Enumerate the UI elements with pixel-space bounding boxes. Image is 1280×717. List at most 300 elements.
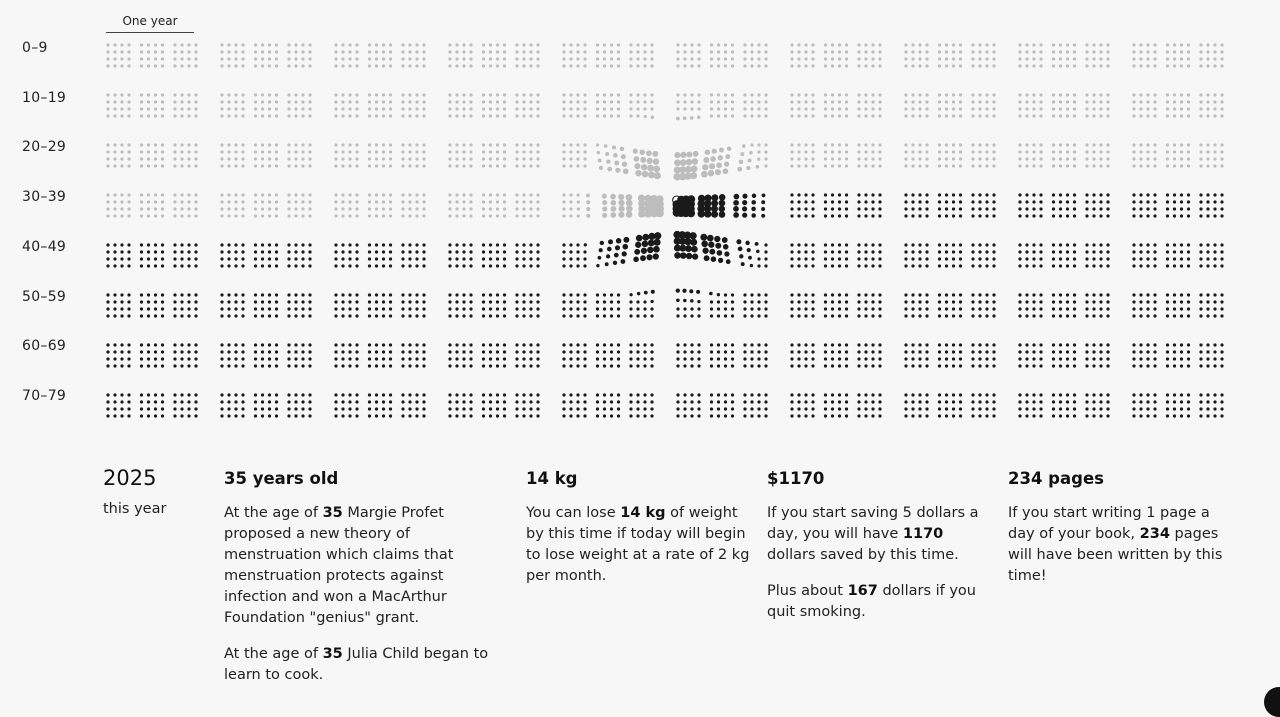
week-dot (173, 257, 176, 260)
week-dot (389, 250, 392, 253)
week-dot (113, 114, 116, 117)
week-dot (220, 414, 223, 417)
week-dot (639, 149, 645, 155)
week-dot (959, 243, 962, 246)
week-dot (1213, 214, 1216, 217)
week-dot (1099, 207, 1102, 210)
week-dot (448, 107, 451, 110)
week-dot (743, 407, 746, 410)
week-dot (180, 93, 183, 96)
week-dot (106, 157, 109, 160)
week-dot (1213, 164, 1216, 167)
week-dot (1018, 264, 1021, 267)
week-dot (985, 100, 988, 103)
week-dot (878, 107, 881, 110)
week-dot (562, 314, 565, 317)
week-dot (1092, 357, 1095, 360)
week-dot (1059, 414, 1062, 417)
week-dot (173, 200, 176, 203)
week-dot (489, 100, 492, 103)
week-dot (610, 307, 613, 310)
week-dot (301, 200, 304, 203)
week-dot (275, 407, 278, 410)
week-dot (241, 143, 244, 146)
week-dot (616, 238, 621, 243)
week-dot (1039, 250, 1042, 253)
week-dot (838, 257, 841, 260)
week-dot (938, 100, 941, 103)
week-dot (113, 57, 116, 60)
week-dot (294, 157, 297, 160)
week-dot (308, 400, 311, 403)
week-dot (294, 64, 297, 67)
week-dot (275, 57, 278, 60)
week-dot (1199, 43, 1202, 46)
week-dot (161, 414, 164, 417)
week-dot (536, 200, 539, 203)
week-dot (1199, 107, 1202, 110)
week-dot (633, 149, 638, 154)
week-dot (845, 157, 848, 160)
week-dot (106, 207, 109, 210)
week-dot (978, 407, 981, 410)
week-dot (938, 357, 941, 360)
week-dot (180, 150, 183, 153)
week-dot (629, 100, 632, 103)
week-dot (1199, 350, 1202, 353)
week-dot (415, 193, 418, 196)
week-dot (294, 343, 297, 346)
week-dot (140, 64, 143, 67)
week-dot (652, 151, 658, 157)
week-dot (482, 157, 485, 160)
week-dot (750, 357, 753, 360)
week-dot (368, 407, 371, 410)
week-dot (1032, 307, 1035, 310)
week-dot (261, 264, 264, 267)
week-dot (1173, 250, 1176, 253)
week-dot (482, 200, 485, 203)
week-dot (1199, 364, 1202, 367)
week-dot (978, 164, 981, 167)
week-dot (845, 243, 848, 246)
week-dot (824, 143, 827, 146)
week-dot (633, 257, 639, 263)
week-dot (194, 64, 197, 67)
week-dot (723, 244, 729, 250)
week-dot (952, 257, 955, 260)
week-dot (719, 206, 726, 213)
week-dot (489, 357, 492, 360)
week-dot (341, 307, 344, 310)
week-dot (241, 307, 244, 310)
week-dot (187, 300, 190, 303)
week-dot (938, 414, 941, 417)
week-dot (971, 114, 974, 117)
week-dot (154, 243, 157, 246)
week-dot (401, 400, 404, 403)
week-dot (864, 243, 867, 246)
week-dot (522, 300, 525, 303)
week-dot (717, 293, 720, 296)
week-dot (1173, 407, 1176, 410)
week-dot (945, 64, 948, 67)
week-dot (804, 57, 807, 60)
week-dot (1206, 114, 1209, 117)
week-dot (1092, 214, 1095, 217)
week-dot (1199, 243, 1202, 246)
week-dot (154, 300, 157, 303)
week-dot (824, 314, 827, 317)
week-dot (1099, 293, 1102, 296)
week-dot (275, 393, 278, 396)
week-dot (1073, 164, 1076, 167)
week-dot (731, 50, 734, 53)
week-dot (1052, 43, 1055, 46)
week-dot (241, 314, 244, 317)
week-dot (140, 314, 143, 317)
week-dot (864, 293, 867, 296)
week-dot (583, 364, 586, 367)
week-dot (757, 143, 760, 146)
week-dot (925, 50, 928, 53)
week-dot (275, 100, 278, 103)
week-dot (529, 164, 532, 167)
week-dot (690, 93, 693, 96)
week-dot (503, 257, 506, 260)
week-dot (355, 343, 358, 346)
week-dot (583, 114, 586, 117)
week-dot (375, 150, 378, 153)
week-dot (617, 300, 620, 303)
week-dot (261, 257, 264, 260)
week-dot (985, 64, 988, 67)
week-dot (334, 307, 337, 310)
week-dot (241, 193, 244, 196)
week-dot (408, 400, 411, 403)
week-dot (1206, 93, 1209, 96)
week-dot (1220, 157, 1223, 160)
week-dot (731, 364, 734, 367)
week-dot (1213, 250, 1216, 253)
week-dot (978, 357, 981, 360)
week-dot (762, 193, 766, 197)
week-dot (341, 314, 344, 317)
week-dot (857, 57, 860, 60)
week-dot (1025, 414, 1028, 417)
week-dot (710, 414, 713, 417)
week-dot (401, 43, 404, 46)
week-dot (448, 393, 451, 396)
week-dot (878, 143, 881, 146)
week-dot (978, 314, 981, 317)
week-dot (569, 257, 572, 260)
week-dot (938, 407, 941, 410)
week-dot (1099, 193, 1102, 196)
week-dot (904, 364, 907, 367)
week-dot (1066, 50, 1069, 53)
week-dot (992, 314, 995, 317)
week-dot (106, 107, 109, 110)
week-dot (154, 214, 157, 217)
week-dot (147, 407, 150, 410)
week-dot (838, 43, 841, 46)
week-dot (764, 150, 767, 153)
week-dot (1153, 193, 1156, 196)
week-dot (636, 43, 639, 46)
week-dot (911, 293, 914, 296)
week-dot (301, 414, 304, 417)
week-dot (604, 144, 608, 148)
week-dot (355, 150, 358, 153)
week-dot (743, 100, 746, 103)
week-dot (804, 50, 807, 53)
week-dot (871, 93, 874, 96)
week-dot (985, 114, 988, 117)
week-dot (797, 357, 800, 360)
week-dot (408, 93, 411, 96)
week-dot (401, 314, 404, 317)
week-dot (1132, 293, 1135, 296)
week-dot (355, 293, 358, 296)
week-dot (268, 400, 271, 403)
week-dot (1059, 50, 1062, 53)
week-dot (971, 100, 974, 103)
week-dot (154, 264, 157, 267)
week-dot (422, 143, 425, 146)
week-dot (1166, 350, 1169, 353)
week-dot (536, 257, 539, 260)
week-dot (180, 314, 183, 317)
week-dot (985, 50, 988, 53)
week-dot (268, 43, 271, 46)
week-dot (992, 393, 995, 396)
week-dot (824, 257, 827, 260)
week-dot (690, 64, 693, 67)
week-dot (287, 307, 290, 310)
week-dot (401, 207, 404, 210)
week-dot (918, 214, 921, 217)
week-dot (985, 143, 988, 146)
week-dot (1059, 100, 1062, 103)
week-dot (462, 57, 465, 60)
week-dot (562, 243, 565, 246)
week-dot (187, 200, 190, 203)
week-dot (596, 364, 599, 367)
week-dot (1132, 200, 1135, 203)
week-dot (804, 157, 807, 160)
week-dot (1018, 214, 1021, 217)
week-dot (622, 251, 627, 256)
week-dot (401, 307, 404, 310)
week-dot (603, 357, 606, 360)
week-dot (469, 143, 472, 146)
week-dot (1132, 350, 1135, 353)
week-dot (904, 57, 907, 60)
week-dot (653, 246, 660, 253)
week-dot (864, 43, 867, 46)
week-dot (764, 314, 767, 317)
week-dot (569, 57, 572, 60)
week-dot (790, 57, 793, 60)
week-dot (596, 93, 599, 96)
week-dot (911, 350, 914, 353)
week-dot (268, 143, 271, 146)
week-dot (871, 350, 874, 353)
week-dot (992, 243, 995, 246)
week-dot (1085, 414, 1088, 417)
week-dot (1106, 307, 1109, 310)
week-dot (1199, 307, 1202, 310)
week-dot (1180, 343, 1183, 346)
week-dot (831, 343, 834, 346)
week-dot (161, 264, 164, 267)
week-dot (617, 64, 620, 67)
week-dot (569, 414, 572, 417)
week-dot (697, 64, 700, 67)
week-dot (127, 57, 130, 60)
week-dot (127, 43, 130, 46)
week-dot (647, 247, 654, 254)
week-dot (904, 250, 907, 253)
week-dot (127, 193, 130, 196)
week-dot (348, 343, 351, 346)
week-dot (1213, 407, 1216, 410)
week-dot (742, 213, 747, 218)
week-dot (1073, 50, 1076, 53)
week-dot (715, 243, 721, 249)
week-dot (797, 43, 800, 46)
week-dot (375, 193, 378, 196)
week-dot (911, 143, 914, 146)
week-dot (904, 50, 907, 53)
week-dot (656, 209, 664, 217)
week-dot (1018, 300, 1021, 303)
week-dot (629, 400, 632, 403)
week-dot (804, 350, 807, 353)
week-dot (683, 43, 686, 46)
week-dot (180, 114, 183, 117)
week-dot (220, 93, 223, 96)
week-dot (971, 157, 974, 160)
week-dot (1173, 164, 1176, 167)
week-dot (845, 57, 848, 60)
week-dot (529, 57, 532, 60)
week-dot (120, 43, 123, 46)
week-dot (583, 407, 586, 410)
week-dot (683, 107, 686, 110)
week-dot (482, 293, 485, 296)
week-dot (469, 207, 472, 210)
week-dot (614, 253, 619, 258)
week-dot (489, 250, 492, 253)
week-dot (710, 57, 713, 60)
week-dot (1166, 407, 1169, 410)
week-dot (348, 107, 351, 110)
week-dot (341, 257, 344, 260)
corner-button[interactable] (1264, 687, 1280, 717)
week-dot (743, 50, 746, 53)
week-dot (154, 357, 157, 360)
week-dot (804, 343, 807, 346)
week-dot (724, 414, 727, 417)
week-dot (1018, 357, 1021, 360)
week-dot (797, 414, 800, 417)
week-dot (536, 93, 539, 96)
week-dot (154, 350, 157, 353)
week-dot (187, 414, 190, 417)
week-dot (750, 43, 753, 46)
week-dot (341, 207, 344, 210)
week-dot (375, 43, 378, 46)
week-dot (254, 264, 257, 267)
week-dot (576, 400, 579, 403)
week-dot (1146, 250, 1149, 253)
week-dot (838, 407, 841, 410)
week-dot (275, 43, 278, 46)
week-dot (1025, 100, 1028, 103)
week-dot (925, 57, 928, 60)
week-dot (1132, 43, 1135, 46)
week-dot (275, 307, 278, 310)
week-dot (985, 357, 988, 360)
week-dot (127, 293, 130, 296)
week-dot (569, 264, 572, 267)
week-dot (1139, 357, 1142, 360)
week-dot (389, 157, 392, 160)
week-dot (455, 300, 458, 303)
week-dot (294, 364, 297, 367)
week-dot (120, 200, 123, 203)
week-dot (985, 207, 988, 210)
week-dot (287, 300, 290, 303)
week-dot (261, 400, 264, 403)
week-dot (715, 169, 721, 175)
week-dot (348, 243, 351, 246)
week-dot (838, 164, 841, 167)
week-dot (747, 248, 751, 252)
week-dot (275, 293, 278, 296)
week-dot (241, 257, 244, 260)
week-dot (978, 207, 981, 210)
week-dot (634, 156, 640, 162)
week-dot (536, 150, 539, 153)
week-dot (355, 250, 358, 253)
week-dot (127, 300, 130, 303)
week-dot (1032, 250, 1035, 253)
week-dot (469, 343, 472, 346)
week-dot (1059, 64, 1062, 67)
week-dot (811, 407, 814, 410)
week-dot (161, 400, 164, 403)
money-title: $1170 (767, 469, 825, 488)
week-dot (992, 157, 995, 160)
week-dot (261, 143, 264, 146)
week-dot (1092, 107, 1095, 110)
week-dot (1025, 350, 1028, 353)
week-dot (422, 243, 425, 246)
week-dot (824, 307, 827, 310)
week-dot (952, 150, 955, 153)
week-dot (617, 93, 620, 96)
week-dot (911, 50, 914, 53)
week-dot (448, 214, 451, 217)
week-dot (422, 114, 425, 117)
week-dot (261, 300, 264, 303)
week-dot (147, 57, 150, 60)
week-dot (161, 50, 164, 53)
week-dot (871, 143, 874, 146)
